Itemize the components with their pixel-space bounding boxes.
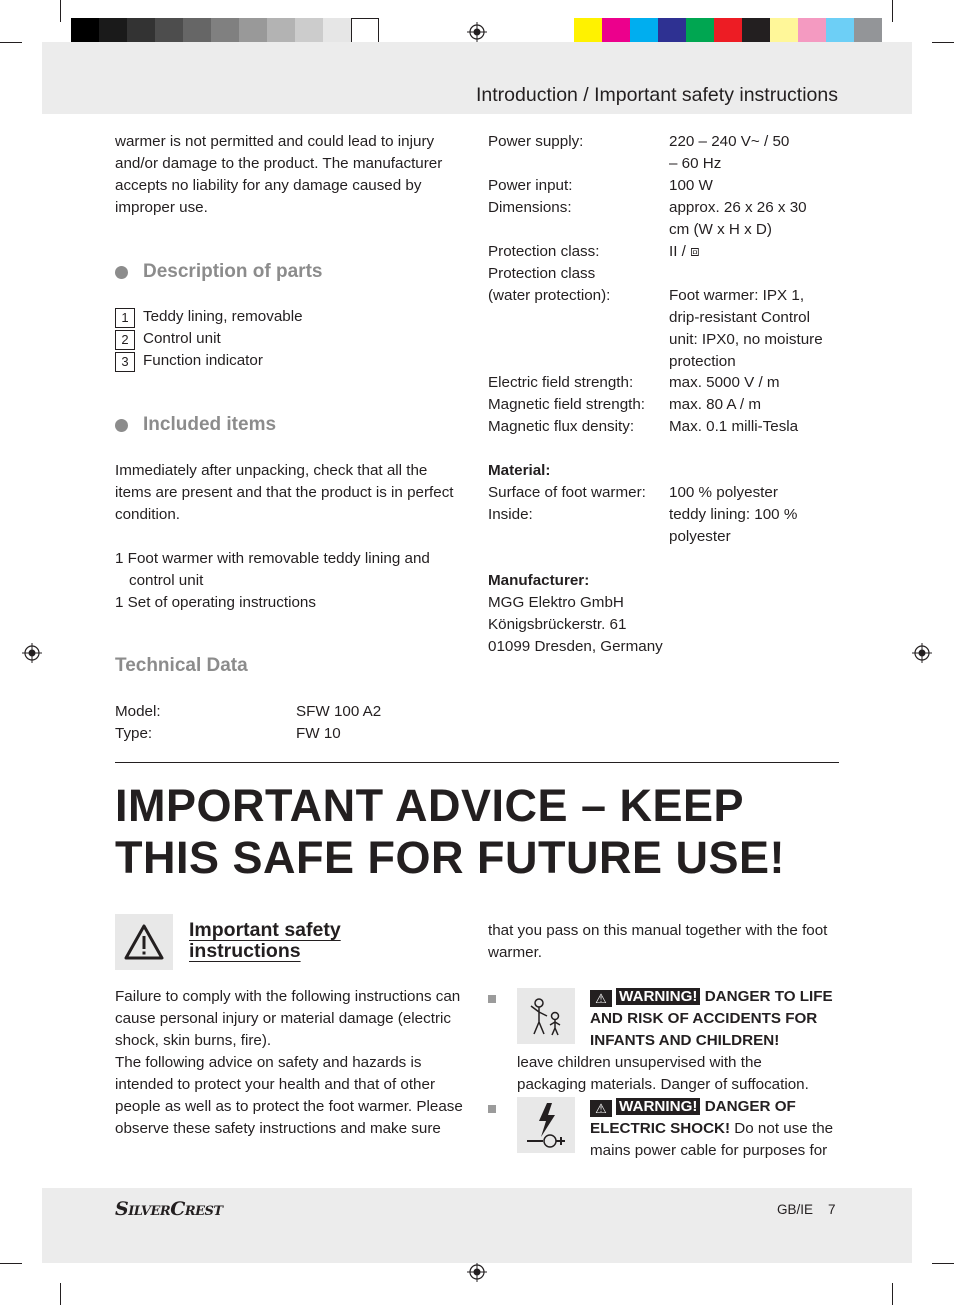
part-number-box: 2: [115, 330, 135, 350]
included-item: 1 Set of operating instructions: [115, 594, 316, 611]
manufacturer-heading: Manufacturer:: [488, 572, 590, 589]
bullet-square-icon: [488, 995, 496, 1003]
crop-mark: [0, 1263, 22, 1264]
warning-label: WARNING!: [616, 1098, 700, 1115]
bullet-icon: [115, 266, 128, 279]
safety-paragraph: The following advice on safety and hazards is intended to protect your health and that of other people as well as to protect the foot warmer. Please observe these safety instructions and make sure: [115, 1054, 463, 1137]
child-warning-icon: [517, 988, 575, 1044]
spec-value: 220 – 240 V~ / 50 – 60 Hz: [669, 133, 790, 172]
material-label: Inside:: [488, 506, 533, 523]
part-number-box: 3: [115, 352, 135, 372]
spec-label: Power supply:: [488, 133, 584, 150]
spec-value: max. 80 A / m: [669, 396, 762, 413]
registration-mark-icon: [467, 1262, 487, 1282]
tech-label: Type:: [115, 725, 153, 742]
warning-triangle-icon: ⚠: [590, 1100, 612, 1117]
warning-triangle-icon: ⚠: [590, 990, 612, 1007]
spec-value: II / ⧈: [669, 243, 700, 260]
crop-mark: [932, 1263, 954, 1264]
included-paragraph: Immediately after unpacking, check that all the items are present and that the product is in perfect condition.: [115, 462, 454, 523]
safety-heading: Important safety instructions: [189, 919, 341, 962]
warning-1: [590, 986, 840, 1052]
material-label: Surface of foot warmer:: [488, 484, 646, 501]
tech-heading: Technical Data: [115, 655, 248, 676]
registration-mark-icon: [912, 643, 932, 663]
part-label: Teddy lining, removable: [143, 308, 303, 325]
crop-mark: [892, 1283, 893, 1305]
crop-mark: [60, 0, 61, 22]
big-title: IMPORTANT ADVICE – KEEP THIS SAFE FOR FUTURE USE!: [115, 780, 786, 883]
tech-value: SFW 100 A2: [296, 703, 382, 720]
manufacturer-line: 01099 Dresden, Germany: [488, 638, 663, 655]
spec-label: Magnetic flux density:: [488, 418, 635, 435]
manufacturer-line: MGG Elektro GmbH: [488, 594, 624, 611]
intro-paragraph: warmer is not permitted and could lead to injury and/or damage to the product. The manufacturer accepts no liability for any damage caused by improper use.: [115, 133, 443, 216]
spec-label: Electric field strength:: [488, 374, 634, 391]
crop-mark: [932, 42, 954, 43]
spec-label: Power input:: [488, 177, 573, 194]
spec-value: approx. 26 x 26 x 30 cm (W x H x D): [669, 199, 807, 238]
spec-value: Max. 0.1 milli-Tesla: [669, 418, 799, 435]
warning-label: WARNING!: [616, 988, 700, 1005]
spec-value: Foot warmer: IPX 1, drip-resistant Control unit: IPX0, no moisture protection: [669, 287, 823, 370]
warning-text: leave children unsupervised with the packaging materials. Danger of suffocation.: [517, 1054, 809, 1093]
spec-label: Protection class (water protection):: [488, 265, 611, 304]
bullet-square-icon: [488, 1105, 496, 1113]
spec-value: 100 W: [669, 177, 713, 194]
manufacturer-line: Königsbrückerstr. 61: [488, 616, 627, 633]
electric-shock-icon: [517, 1097, 575, 1153]
warning-2: [590, 1096, 842, 1162]
footer-region: GB/IE: [777, 1202, 814, 1217]
tech-label: Model:: [115, 703, 161, 720]
warning-title: DANGER OF ELECTRIC SHOCK!: [590, 1098, 796, 1137]
material-value: 100 % polyester: [669, 484, 778, 501]
header-title: Introduction / Important safety instructions: [475, 84, 838, 106]
tech-value: FW 10: [296, 725, 341, 742]
bullet-icon: [115, 419, 128, 432]
crop-mark: [892, 0, 893, 22]
part-number-box: 1: [115, 308, 135, 328]
included-item: 1 Foot warmer with removable teddy lining and control unit: [115, 550, 430, 589]
warning-title: DANGER TO LIFE AND RISK OF ACCIDENTS FOR INFANTS AND CHILDREN!: [590, 988, 833, 1049]
crop-mark: [0, 42, 22, 43]
safety-continuation: that you pass on this manual together with the foot warmer.: [488, 922, 828, 961]
spec-label: Magnetic field strength:: [488, 396, 646, 413]
spec-label: Protection class:: [488, 243, 600, 260]
brand-logo: SilverCrest: [115, 1198, 223, 1220]
spec-value: max. 5000 V / m: [669, 374, 780, 391]
page-number: 7: [828, 1202, 836, 1217]
registration-mark-icon: [467, 22, 487, 42]
part-label: Function indicator: [143, 352, 263, 369]
material-heading: Material:: [488, 462, 551, 479]
parts-heading: Description of parts: [143, 261, 323, 282]
registration-mark-icon: [22, 643, 42, 663]
part-label: Control unit: [143, 330, 221, 347]
material-value: teddy lining: 100 % polyester: [669, 506, 798, 545]
spec-label: Dimensions:: [488, 199, 572, 216]
safety-paragraph: Failure to comply with the following instructions can cause personal injury or material damage (electric shock, skin burns, fire).: [115, 988, 461, 1049]
warning-text: Do not use the mains power cable for purposes for: [590, 1120, 834, 1159]
warning-triangle-icon: [115, 914, 173, 970]
crop-mark: [60, 1283, 61, 1305]
section-divider: [115, 762, 839, 763]
included-heading: Included items: [143, 414, 277, 435]
